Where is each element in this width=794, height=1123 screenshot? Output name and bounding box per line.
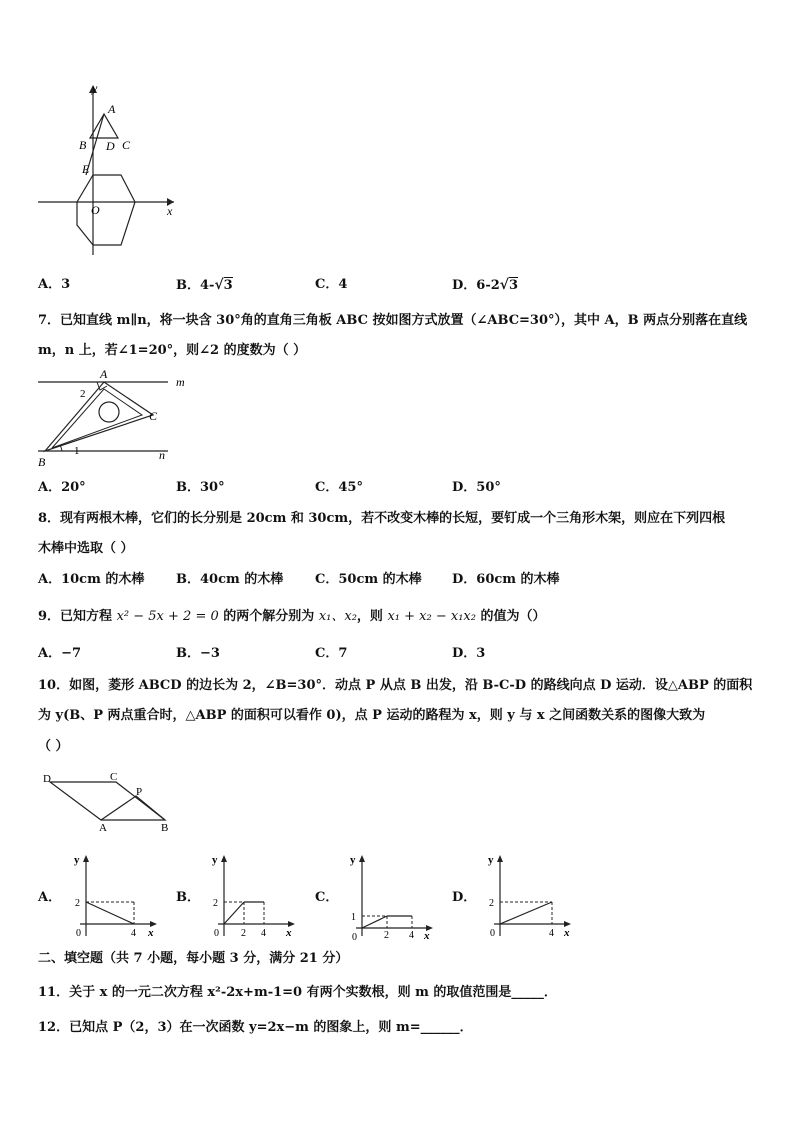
svg-text:B: B <box>38 455 46 469</box>
svg-text:4: 4 <box>131 928 136 939</box>
q10-graph-d[interactable] <box>480 850 580 946</box>
q9-roots: x₁、x₂ <box>318 609 357 624</box>
svg-text:4: 4 <box>549 928 554 939</box>
svg-text:2: 2 <box>489 898 494 909</box>
svg-text:B: B <box>79 138 87 152</box>
svg-text:m: m <box>176 375 185 389</box>
svg-text:1: 1 <box>351 912 356 923</box>
q8-option-c[interactable]: C．50cm 的木棒 <box>315 572 422 587</box>
q7-stem-line1: 7．已知直线 m∥n，将一块含 30°角的直角三角板 ABC 按如图方式放置（∠ABC=30°），其中 A，B 两点分别落在直线 <box>38 313 748 328</box>
svg-text:n: n <box>159 448 165 462</box>
q10-option-b-label[interactable]: B． <box>176 890 200 905</box>
q6-option-b-text: B．4- <box>176 278 215 293</box>
q10-graph-c[interactable] <box>342 850 442 946</box>
svg-text:2: 2 <box>384 930 389 941</box>
svg-text:D: D <box>43 773 51 785</box>
q9-option-d[interactable]: D．3 <box>452 646 486 661</box>
q10-option-a-label[interactable]: A． <box>38 890 62 905</box>
q7-option-b[interactable]: B．30° <box>176 480 225 495</box>
svg-text:2: 2 <box>213 898 218 909</box>
q7-option-c[interactable]: C．45° <box>315 480 363 495</box>
svg-text:0: 0 <box>214 928 219 939</box>
q7-stem-line2: m，n 上，若∠1=20°，则∠2 的度数为（ ） <box>38 343 307 358</box>
q11-stem: 11．关于 x 的一元二次方程 x²-2x+m-1=0 有两个实数根，则 m 的取值范围是_____． <box>38 985 557 1000</box>
q10-stem-line2: 为 y(B、P 两点重合时，△ABP 的面积可以看作 0)，点 P 运动的路程为 x，则 y 与 x 之间函数关系的图像大致为 <box>38 708 706 723</box>
q10-rhombus-figure <box>40 768 180 836</box>
svg-text:2: 2 <box>75 898 80 909</box>
q9-stem <box>38 609 546 625</box>
q8-option-a[interactable]: A．10cm 的木棒 <box>38 572 145 587</box>
q10-graph-a[interactable] <box>66 850 166 946</box>
q6-option-d-radicand: 3 <box>508 278 519 293</box>
q6-option-b-radicand: 3 <box>223 278 233 293</box>
q6-option-c[interactable]: C．4 <box>315 277 348 292</box>
svg-text:x: x <box>564 927 570 939</box>
svg-text:x: x <box>424 930 430 942</box>
svg-text:y: y <box>74 854 80 866</box>
q12-stem: 12．已知点 P（2，3）在一次函数 y=2x−m 的图象上，则 m=______． <box>38 1020 473 1035</box>
q7-option-a[interactable]: A．20° <box>38 480 86 495</box>
q6-option-d[interactable] <box>452 277 518 294</box>
q8-stem-line1: 8．现有两根木棒，它们的长分别是 20cm 和 30cm，若不改变木棒的长短，要钉成一个三角形木架，则应在下列四根 <box>38 511 726 526</box>
svg-text:x: x <box>167 204 173 218</box>
q10-graph-b[interactable] <box>204 850 304 946</box>
q9-option-a[interactable]: A．−7 <box>38 646 82 661</box>
svg-text:C: C <box>149 409 158 423</box>
q9-option-b[interactable]: B．−3 <box>176 646 220 661</box>
svg-text:x: x <box>286 927 292 939</box>
svg-text:C: C <box>122 138 131 152</box>
svg-text:2: 2 <box>241 928 246 939</box>
svg-text:E: E <box>82 162 90 176</box>
svg-text:2: 2 <box>80 388 86 400</box>
svg-text:B: B <box>161 822 169 834</box>
svg-text:0: 0 <box>490 928 495 939</box>
q10-stem-line1: 10．如图，菱形 ABCD 的边长为 2，∠B=30°．动点 P 从点 B 出发，沿 B-C-D 的路线向点 D 运动．设△ABP 的面积 <box>38 678 753 693</box>
svg-text:y: y <box>488 854 494 866</box>
q9-stem-mid: 的两个解分别为 <box>223 609 315 624</box>
svg-text:A: A <box>100 367 108 381</box>
svg-text:1: 1 <box>74 445 80 457</box>
q8-stem-line2: 木棒中选取（ ） <box>38 541 134 556</box>
q9-option-c[interactable]: C．7 <box>315 646 348 661</box>
svg-text:D: D <box>106 139 115 153</box>
q9-stem-pre: 9．已知方程 <box>38 609 113 624</box>
svg-text:x: x <box>148 927 154 939</box>
svg-text:y: y <box>350 854 356 866</box>
q6-option-b-radical: √3 <box>214 277 233 293</box>
svg-text:O: O <box>91 203 100 217</box>
svg-text:C: C <box>110 771 118 783</box>
q7-option-d[interactable]: D．50° <box>452 480 501 495</box>
svg-text:P: P <box>136 786 143 798</box>
q6-option-a[interactable]: A．3 <box>38 277 71 292</box>
q8-option-d[interactable]: D．60cm 的木棒 <box>452 572 560 587</box>
q9-equation: x² − 5x + 2 = 0 <box>116 609 219 624</box>
svg-text:A: A <box>108 102 116 116</box>
svg-text:0: 0 <box>76 928 81 939</box>
svg-text:4: 4 <box>261 928 266 939</box>
svg-text:4: 4 <box>409 930 414 941</box>
section-heading-fill-in: 二、填空题（共 7 小题，每小题 3 分，满分 21 分） <box>38 951 349 966</box>
q10-option-d-label[interactable]: D． <box>452 890 477 905</box>
q6-option-d-text: D．6-2 <box>452 278 500 293</box>
q6-option-b[interactable] <box>176 277 233 294</box>
q10-option-c-label[interactable]: C． <box>315 890 339 905</box>
svg-text:0: 0 <box>352 932 357 943</box>
q9-stem-mid2: ，则 <box>356 609 383 624</box>
svg-text:A: A <box>99 822 107 834</box>
q10-stem-line3: （ ） <box>38 739 69 754</box>
q6-figure <box>30 75 190 260</box>
q6-option-d-radical: √3 <box>499 277 519 293</box>
q8-option-b[interactable]: B．40cm 的木棒 <box>176 572 284 587</box>
svg-text:y: y <box>212 854 218 866</box>
q9-stem-post: 的值为（） <box>480 609 546 624</box>
q9-expression: x₁ + x₂ − x₁x₂ <box>387 609 476 624</box>
svg-text:y: y <box>92 81 98 95</box>
q7-figure <box>34 365 204 470</box>
